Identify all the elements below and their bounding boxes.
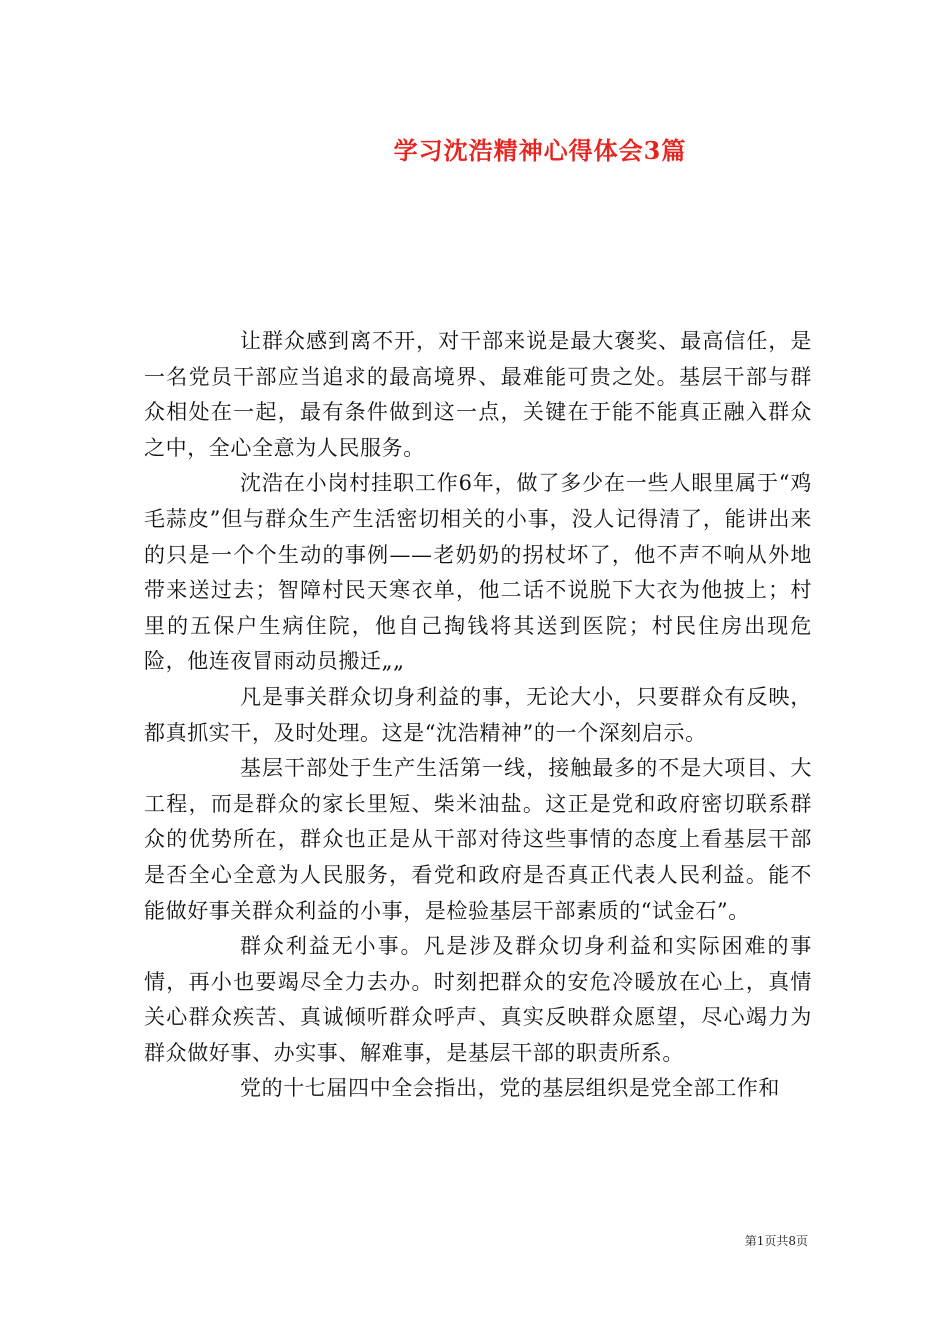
document-title: 学习沈浩精神心得体会3篇 bbox=[393, 136, 687, 165]
paragraph: 群众利益无小事。凡是涉及群众切身利益和实际困难的事情，再小也要竭尽全力去办。时刻把群众的安危冷暖放在心上，真情关心群众疾苦、真诚倾听群众呼声、真实反映群众愿望，尽心竭力为群众做好事、办实事、解难事，是基层干部的职责所系。 bbox=[144, 934, 812, 1065]
paragraph: 沈浩在小岗村挂职工作6年，做了多少在一些人眼里属于“鸡毛蒜皮”但与群众生产生活密切相关的小事，没人记得清了，能讲出来的只是一个个生动的事例——老奶奶的拐杖坏了，他不声不响从外地带来送过去；智障村民天寒衣单，他二话不说脱下大衣为他披上；村里的五保户生病住院，他自己掏钱将其送到医院；村民住房出现危险，他连夜冒雨动员搬迁„„ bbox=[144, 471, 812, 674]
paragraph: 凡是事关群众切身利益的事，无论大小，只要群众有反映，都真抓实干，及时处理。这是“沈浩精神”的一个深刻启示。 bbox=[144, 684, 812, 745]
paragraph: 党的十七届四中全会指出，党的基层组织是党全部工作和 bbox=[240, 1076, 780, 1101]
document-body bbox=[144, 324, 812, 1107]
page-number-footer: 第1页共8页 bbox=[744, 1234, 808, 1248]
paragraph: 让群众感到离不开，对干部来说是最大褒奖、最高信任，是一名党员干部应当追求的最高境界、最难能可贵之处。基层干部与群众相处在一起，最有条件做到这一点，关键在于能不能真正融入群众之中，全心全意为人民服务。 bbox=[144, 329, 812, 460]
paragraph: 基层干部处于生产生活第一线，接触最多的不是大项目、大工程，而是群众的家长里短、柴米油盐。这正是党和政府密切联系群众的优势所在，群众也正是从干部对待这些事情的态度上看基层干部是否全心全意为人民服务，看党和政府是否真正代表人民利益。能不能做好事关群众利益的小事，是检验基层干部素质的“试金石”。 bbox=[144, 756, 812, 923]
